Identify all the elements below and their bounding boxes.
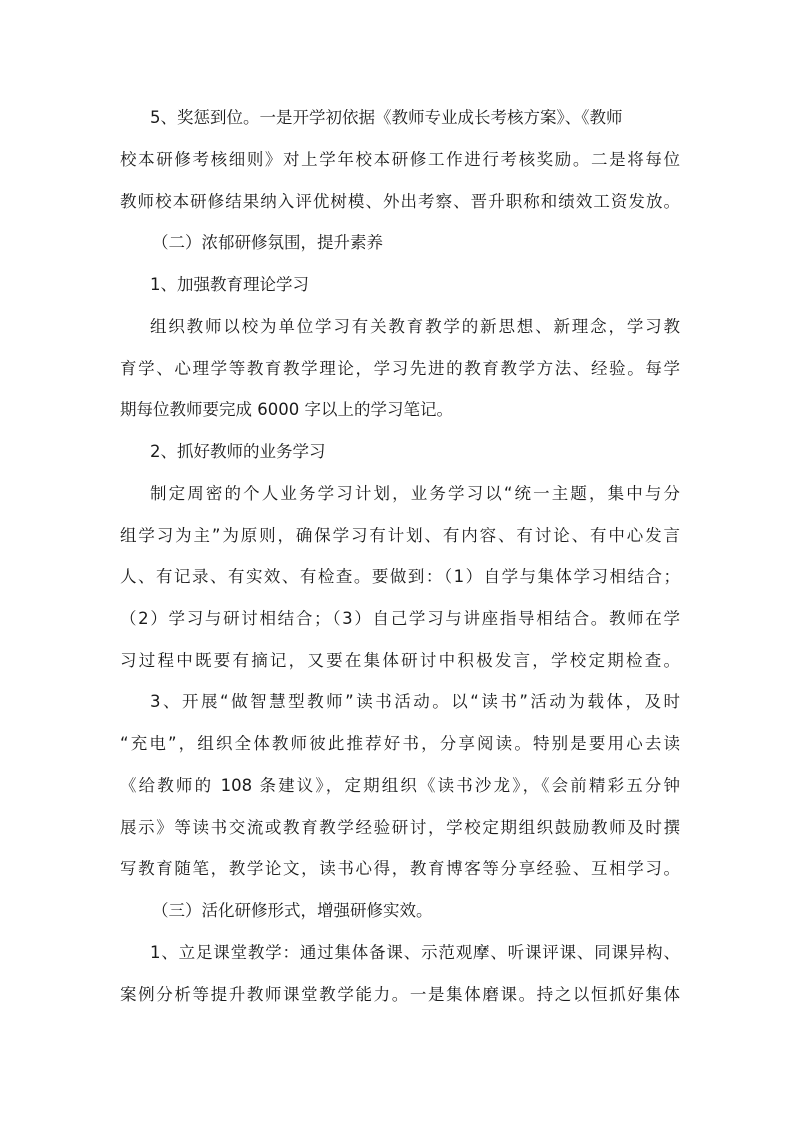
- paragraph-line: 教师校本研修结果纳入评优树模、外出考察、晋升职称和绩效工资发放。: [120, 192, 680, 211]
- paragraph-line: “充电”，组织全体教师彼此推荐好书，分享阅读。特别是要用心去读: [120, 734, 680, 753]
- subsection-heading: 2、抓好教师的业务学习: [150, 442, 326, 461]
- paragraph-line: 校本研修考核细则》对上学年校本研修工作进行考核奖励。二是将每位: [120, 150, 680, 169]
- paragraph-line: 组织教师以校为单位学习有关教育教学的新思想、新理念，学习教: [150, 317, 680, 336]
- paragraph-line: 期每位教师要完成 6000 字以上的学习笔记。: [120, 400, 453, 419]
- paragraph-line: 案例分析等提升教师课堂教学能力。一是集体磨课。持之以恒抓好集体: [120, 985, 680, 1004]
- paragraph-line: 习过程中既要有摘记，又要在集体研讨中积极发言，学校定期检查。: [120, 651, 680, 670]
- subsection-heading: 1、加强教育理论学习: [150, 275, 309, 294]
- paragraph-line: （2）学习与研讨相结合；（3）自己学习与讲座指导相结合。教师在学: [120, 609, 680, 628]
- paragraph-line: 制定周密的个人业务学习计划，业务学习以“统一主题，集中与分: [150, 484, 680, 503]
- section-heading: （二）浓郁研修氛围，提升素养: [152, 233, 383, 252]
- paragraph-line: 5、奖惩到位。一是开学初依据《教师专业成长考核方案》、《教师: [150, 108, 623, 127]
- paragraph-line: 写教育随笔，教学论文，读书心得，教育博客等分享经验、互相学习。: [120, 859, 680, 878]
- paragraph-line: 人、有记录、有实效、有检查。要做到：（1）自学与集体学习相结合；: [120, 567, 680, 586]
- section-heading: （三）活化研修形式，增强研修实效。: [152, 901, 433, 920]
- paragraph-line: 3、开展“做智慧型教师”读书活动。以“读书”活动为载体，及时: [150, 692, 680, 711]
- paragraph-line: 《给教师的 108 条建议》，定期组织《读书沙龙》，《会前精彩五分钟: [120, 776, 680, 795]
- paragraph-line: 1、立足课堂教学：通过集体备课、示范观摩、听课评课、同课异构、: [150, 943, 680, 962]
- paragraph-line: 育学、心理学等教育教学理论，学习先进的教育教学方法、经验。每学: [120, 359, 680, 378]
- paragraph-line: 组学习为主”为原则，确保学习有计划、有内容、有讨论、有中心发言: [120, 526, 680, 545]
- paragraph-line: 展示》等读书交流或教育教学经验研讨，学校定期组织鼓励教师及时撰: [120, 818, 680, 837]
